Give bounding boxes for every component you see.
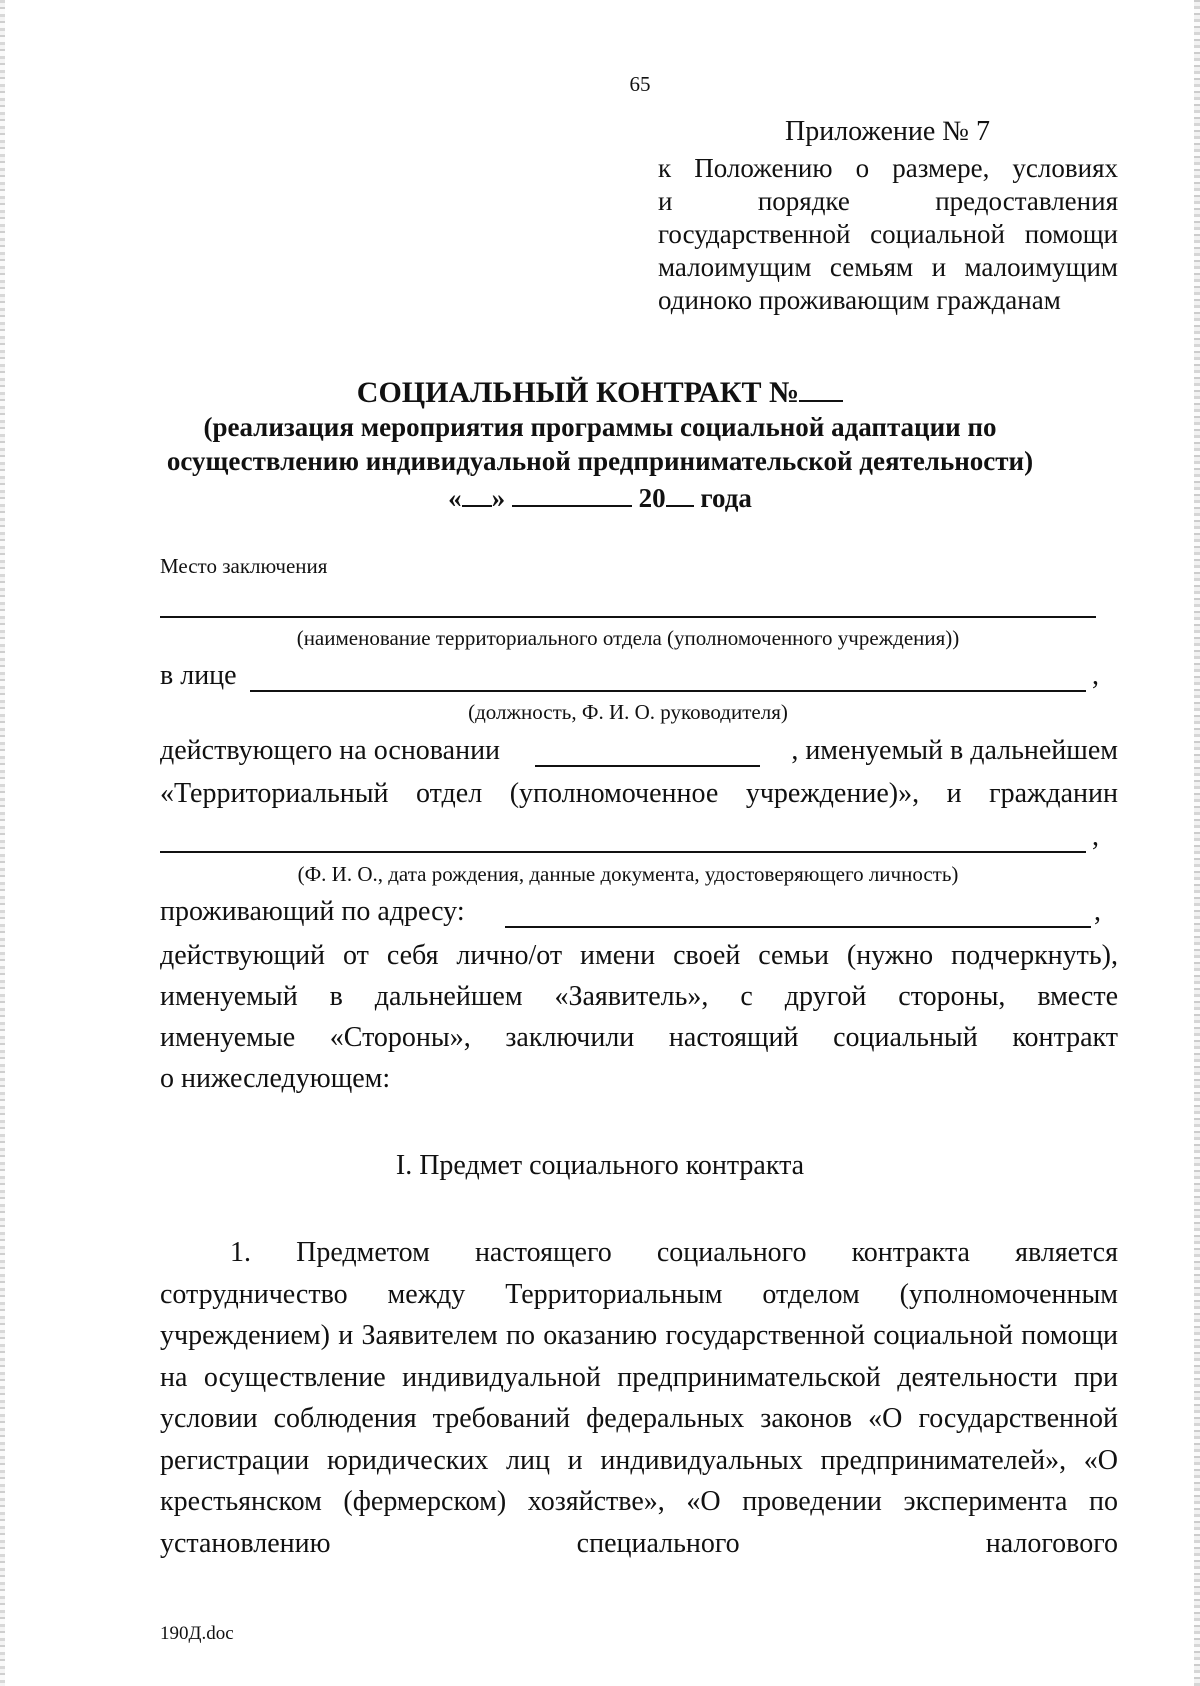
section-heading: I. Предмет социального контракта (395, 1150, 805, 1181)
date-suffix: года (700, 483, 752, 513)
body-line: действующий от себя лично/от имени своей семьи (нужно подчеркнуть), (160, 940, 1118, 971)
appendix-line: одиноко проживающим гражданам (658, 285, 1061, 315)
body-line: о нижеследующем: (160, 1063, 391, 1094)
acting-basis-label: действующего на основании (160, 735, 501, 766)
appendix-block (658, 152, 1118, 317)
date-year-blank (666, 478, 694, 507)
body-line: именуемые «Стороны», заключили настоящий социальный контракт (160, 1022, 1118, 1053)
address-label: проживающий по адресу: (160, 896, 465, 927)
contract-title (120, 370, 1080, 410)
contract-number-blank (799, 370, 843, 402)
head-name-line (250, 690, 1086, 692)
contract-date-line (120, 478, 1080, 514)
comma: , (1094, 896, 1101, 927)
scan-edge-right (1194, 0, 1200, 1686)
contract-title-text: СОЦИАЛЬНЫЙ КОНТРАКТ № (356, 376, 800, 409)
date-open-quote: « (448, 483, 462, 513)
appendix-line: государственной социальной помощи (658, 219, 1118, 249)
date-month-blank (512, 478, 632, 507)
comma: , (1092, 821, 1099, 852)
scan-edge-left (0, 0, 5, 1686)
territorial-department-line: «Территориальный отдел (уполномоченное учреждение)», и гражданин (160, 778, 1118, 809)
date-close-quote: » (491, 483, 506, 513)
caption-citizen: (Ф. И. О., дата рождения, данные документа, удостоверяющего личность) (297, 862, 959, 886)
basis-document-line (535, 765, 760, 767)
comma: , (1092, 660, 1099, 691)
appendix-line: и порядке предоставления (658, 186, 1118, 216)
caption-department: (наименование территориального отдела (уполномоченного учреждения)) (296, 626, 960, 650)
in-person-label: в лице (160, 660, 237, 691)
appendix-line: малоимущим семьям и малоимущим (658, 252, 1118, 282)
section-paragraph: 1. Предметом настоящего социального контракта является сотрудничество между Территориальным отделом (уполномоченным учреждением) и Заявителем по оказанию государственной социальной помощи на осуществление индивидуальной предпринимательской деятельности при условии соблюдения требований федеральных законов «О государственной регистрации юридических лиц и индивидуальных предпринимателей», «О крестьянском (фермерском) хозяйстве», «О проведении эксперимента по установлению специального налогового (160, 1237, 1118, 1559)
place-label: Место заключения (160, 554, 328, 578)
caption-head: (должность, Ф. И. О. руководителя) (468, 700, 788, 724)
date-year-prefix: 20 (638, 483, 666, 513)
contract-subtitle-1: (реализация мероприятия программы социальной адаптации по (203, 412, 997, 442)
appendix-line: к Положению о размере, условиях (658, 153, 1118, 183)
citizen-line (160, 851, 1086, 853)
contract-subtitle-2: осуществлению индивидуальной предпринимательской деятельности) (166, 446, 1034, 476)
department-name-line (160, 616, 1096, 618)
appendix-title: Приложение № 7 (785, 116, 990, 147)
address-line (505, 926, 1091, 928)
date-day-blank (462, 478, 492, 507)
page-number: 65 (629, 72, 651, 96)
referred-as-label: , именуемый в дальнейшем (791, 735, 1118, 766)
body-line: именуемый в дальнейшем «Заявитель», с другой стороны, вместе (160, 981, 1118, 1012)
document-id: 190Д.doc (160, 1623, 234, 1644)
